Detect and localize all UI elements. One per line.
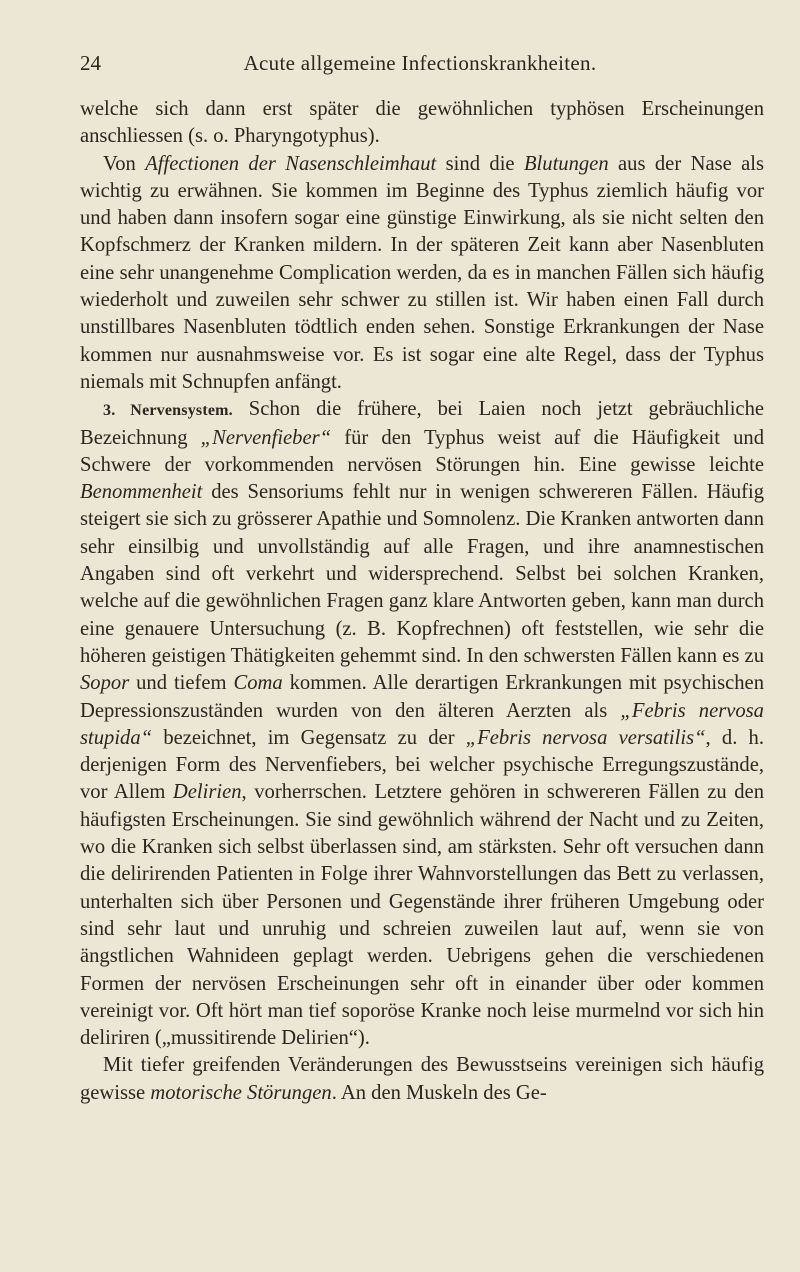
emphasis-text: „Febris nervosa versatilis“ [465,726,706,749]
text-run: , d. h. derjenigen Form des Nervenfiebers, bei welcher psychische Erregungszustände, vor Allem [80,726,764,804]
emphasis-text: Affectionen der Nasenschleimhaut [145,152,437,175]
paragraph-continuation [80,96,764,151]
emphasis-text: „Febris nervosa stupida“ [80,699,764,749]
paragraph-motor-disturbances [80,1052,764,1107]
text-run: des Sensoriums fehlt nur in wenigen schwereren Fällen. Häufig steigert sie sich zu grösserer Apathie und Somnolenz. Die Kranken antworten dann sehr einsilbig und unvollständig auf alle Fragen, und ihre anamnestischen Angaben sind oft verkehrt und widersprechend. Selbst bei solchen Kranken, welche auf die gewöhnlichen Fragen ganz klare Antworten geben, kann man durch eine genauere Untersuchung (z. B. Kopfrechnen) oft feststellen, wie sehr die höheren geistigen Thätigkeiten gehemmt sind. In den schwersten Fällen kann es zu [80,481,764,667]
text-run: sind die [436,152,524,175]
text-run: , vorherrschen. Letztere gehören in schwereren Fällen zu den häufigsten Erscheinungen. Sie sind gewöhnlich während der Nacht und zu Zeiten, wo die Kranken sich selbst überlassen sind, am stärksten. Sehr oft versuchen dann die delirirenden Patienten in Folge ihrer Wahnvorstellungen das Bett zu verlassen, unterhalten sich über Personen und Gegenstände ihrer früheren Umgebung oder sind sehr laut und unruhig und schreien zuweilen laut auf, wenn sie von ängstlichen Wahnideen geplagt werden. Uebrigens gehen die verschiedenen Formen der nervösen Erscheinungen sehr oft in einander über oder kommen vereinigt vor. Oft hört man tief soporöse Kranke noch leise murmelnd vor sich hin deliriren („mussitirende Delirien“). [80,781,764,1050]
text-run: welche sich dann erst später die gewöhnlichen typhösen Erscheinungen anschliessen (s. o. Pharyngotyphus). [80,98,764,148]
emphasis-text: Benommenheit [80,481,203,504]
section-label: 3. Nervensystem. [103,402,233,420]
text-run: . An den Muskeln des Ge- [331,1081,547,1104]
page-number: 24 [80,51,101,75]
text-run: Von [103,152,146,175]
text-run: bezeichnet, im Gegensatz zu der [152,726,466,749]
running-head [80,48,760,78]
text-run: aus der Nase als wichtig zu erwähnen. Sie kommen im Beginne des Typhus ziemlich häufig vor und haben dann insofern sogar eine günstige Einwirkung, als sie nicht selten den Kopfschmerz der Kranken mildern. In der späteren Zeit kann aber Nasenbluten eine sehr unangenehme Complication werden, da es in manchen Fällen sich häufig wiederholt und zuweilen sehr schwer zu stillen ist. Wir haben einen Fall durch unstillbares Nasenbluten tödtlich enden sehen. Sonstige Erkrankungen der Nase kommen nur ausnahmsweise vor. Es ist sogar eine alte Regel, dass der Typhus niemals mit Schnupfen anfängt. [80,152,765,393]
emphasis-text: motorische Störungen [150,1081,332,1104]
emphasis-text: Delirien [172,781,242,804]
text-run: Schon die frühere, bei Laien noch jetzt gebräuchliche Bezeichnung [80,398,765,449]
emphasis-text: Coma [233,672,283,695]
text-run: für den Typhus weist auf die Häufigkeit und Schwere der vorkommenden nervösen Störungen hin. Eine gewisse leichte [80,426,764,476]
emphasis-text: Sopor [80,672,130,695]
emphasis-text: Blutungen [523,152,609,175]
paragraph-nervous-system [80,396,764,1052]
text-run: und tiefem [129,672,234,695]
text-run: kommen. Alle derartigen Erkrankungen mit psychischen Depressionszuständen wurden von den älteren Aerzten als [80,672,764,722]
emphasis-text: „Nervenfieber“ [200,426,332,449]
text-run: Mit tiefer greifenden Veränderungen des Bewusstseins vereinigen sich häufig gewisse [80,1054,764,1104]
paragraph-nasal-affections [80,151,764,397]
body-text [80,96,764,1107]
running-title: Acute allgemeine Infectionskrankheiten. [243,51,597,75]
